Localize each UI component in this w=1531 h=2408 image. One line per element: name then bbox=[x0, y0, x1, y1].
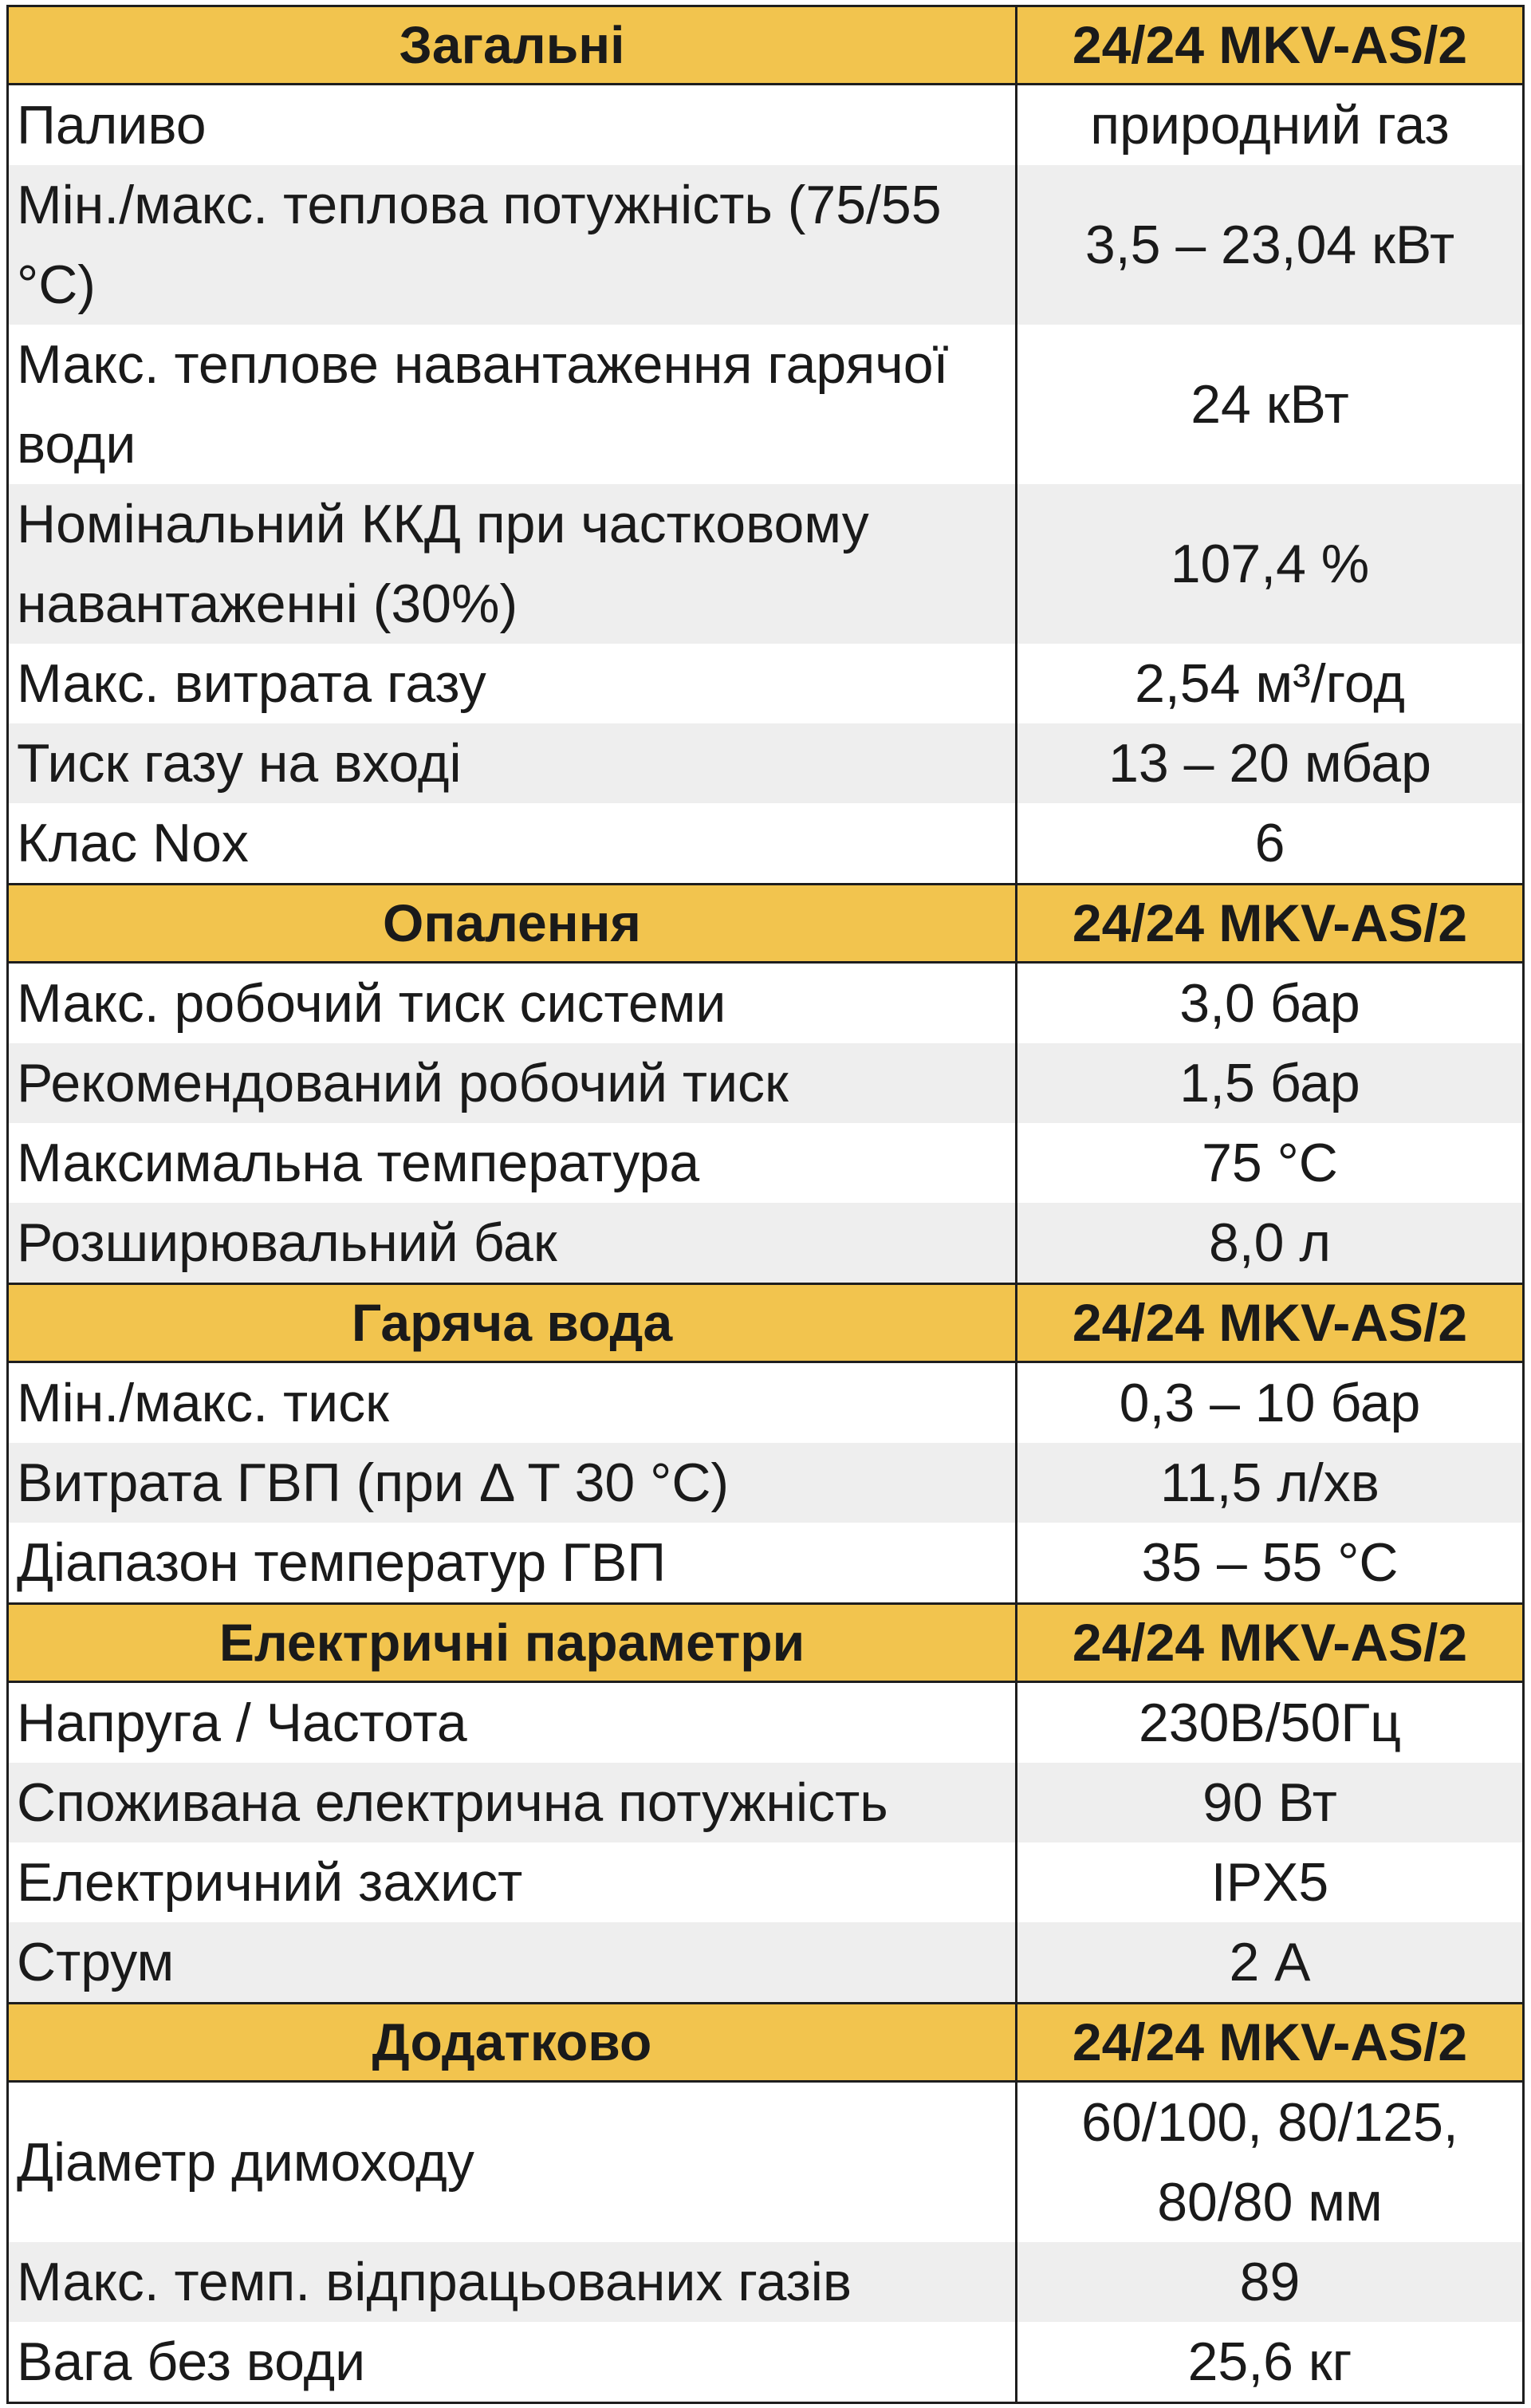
section-title: Додатково bbox=[8, 2004, 1017, 2082]
section-title: Гаряча вода bbox=[8, 1284, 1017, 1362]
row-label: Електричний захист bbox=[8, 1842, 1017, 1922]
row-label: Розширювальний бак bbox=[8, 1203, 1017, 1284]
section-model: 24/24 MKV-AS/2 bbox=[1017, 1284, 1524, 1362]
table-row bbox=[8, 723, 1524, 803]
table-row bbox=[8, 165, 1524, 325]
row-value: 2 А bbox=[1017, 1922, 1524, 2004]
row-label: Номінальний ККД при частковому навантаженні (30%) bbox=[8, 484, 1017, 644]
row-value: 8,0 л bbox=[1017, 1203, 1524, 1284]
table-row bbox=[8, 1842, 1524, 1922]
row-value: 1,5 бар bbox=[1017, 1043, 1524, 1123]
row-value: 13 – 20 мбар bbox=[1017, 723, 1524, 803]
table-row bbox=[8, 2082, 1524, 2243]
row-value: 230В/50Гц bbox=[1017, 1682, 1524, 1764]
section-header bbox=[8, 2004, 1524, 2082]
section-title: Опалення bbox=[8, 885, 1017, 963]
row-value: 89 bbox=[1017, 2242, 1524, 2322]
row-value: IPX5 bbox=[1017, 1842, 1524, 1922]
row-value: 107,4 % bbox=[1017, 484, 1524, 644]
table-row bbox=[8, 963, 1524, 1044]
section-header bbox=[8, 1604, 1524, 1682]
spec-table bbox=[6, 5, 1525, 2404]
section-header bbox=[8, 6, 1524, 85]
section-model: 24/24 MKV-AS/2 bbox=[1017, 1604, 1524, 1682]
row-label: Макс. витрата газу bbox=[8, 644, 1017, 723]
table-row bbox=[8, 644, 1524, 723]
section-title: Загальні bbox=[8, 6, 1017, 85]
row-label: Клас Nox bbox=[8, 803, 1017, 885]
table-row bbox=[8, 1043, 1524, 1123]
section-header bbox=[8, 885, 1524, 963]
row-value: природний газ bbox=[1017, 85, 1524, 166]
table-row bbox=[8, 325, 1524, 484]
row-label: Мін./макс. тиск bbox=[8, 1362, 1017, 1444]
row-label: Витрата ГВП (при Δ T 30 °C) bbox=[8, 1443, 1017, 1523]
row-label: Рекомендований робочий тиск bbox=[8, 1043, 1017, 1123]
row-value: 0,3 – 10 бар bbox=[1017, 1362, 1524, 1444]
row-label: Максимальна температура bbox=[8, 1123, 1017, 1203]
row-value: 3,0 бар bbox=[1017, 963, 1524, 1044]
row-value: 11,5 л/хв bbox=[1017, 1443, 1524, 1523]
row-value: 2,54 м³/год bbox=[1017, 644, 1524, 723]
section-header bbox=[8, 1284, 1524, 1362]
row-label: Тиск газу на вході bbox=[8, 723, 1017, 803]
table-row bbox=[8, 2242, 1524, 2322]
row-label: Мін./макс. теплова потужність (75/55 °C) bbox=[8, 165, 1017, 325]
section-model: 24/24 MKV-AS/2 bbox=[1017, 2004, 1524, 2082]
row-label: Споживана електрична потужність bbox=[8, 1763, 1017, 1842]
row-value: 60/100, 80/125, 80/80 мм bbox=[1017, 2082, 1524, 2243]
row-label: Паливо bbox=[8, 85, 1017, 166]
table-row bbox=[8, 484, 1524, 644]
section-model: 24/24 MKV-AS/2 bbox=[1017, 6, 1524, 85]
row-value: 3,5 – 23,04 кВт bbox=[1017, 165, 1524, 325]
table-row bbox=[8, 803, 1524, 885]
table-row bbox=[8, 85, 1524, 166]
table-row bbox=[8, 1203, 1524, 1284]
table-row bbox=[8, 2322, 1524, 2403]
row-value: 25,6 кг bbox=[1017, 2322, 1524, 2403]
table-row bbox=[8, 1362, 1524, 1444]
row-label: Напруга / Частота bbox=[8, 1682, 1017, 1764]
row-value: 75 °C bbox=[1017, 1123, 1524, 1203]
table-row bbox=[8, 1763, 1524, 1842]
row-value: 90 Вт bbox=[1017, 1763, 1524, 1842]
row-value: 24 кВт bbox=[1017, 325, 1524, 484]
row-label: Струм bbox=[8, 1922, 1017, 2004]
row-label: Макс. темп. відпрацьованих газів bbox=[8, 2242, 1017, 2322]
row-label: Діаметр димоходу bbox=[8, 2082, 1017, 2243]
row-value: 35 – 55 °C bbox=[1017, 1523, 1524, 1604]
section-title: Електричні параметри bbox=[8, 1604, 1017, 1682]
row-label: Макс. теплове навантаження гарячої води bbox=[8, 325, 1017, 484]
row-label: Макс. робочий тиск системи bbox=[8, 963, 1017, 1044]
section-model: 24/24 MKV-AS/2 bbox=[1017, 885, 1524, 963]
row-label: Вага без води bbox=[8, 2322, 1017, 2403]
table-row bbox=[8, 1443, 1524, 1523]
row-label: Діапазон температур ГВП bbox=[8, 1523, 1017, 1604]
row-value: 6 bbox=[1017, 803, 1524, 885]
table-row bbox=[8, 1922, 1524, 2004]
table-row bbox=[8, 1123, 1524, 1203]
table-row bbox=[8, 1682, 1524, 1764]
table-row bbox=[8, 1523, 1524, 1604]
